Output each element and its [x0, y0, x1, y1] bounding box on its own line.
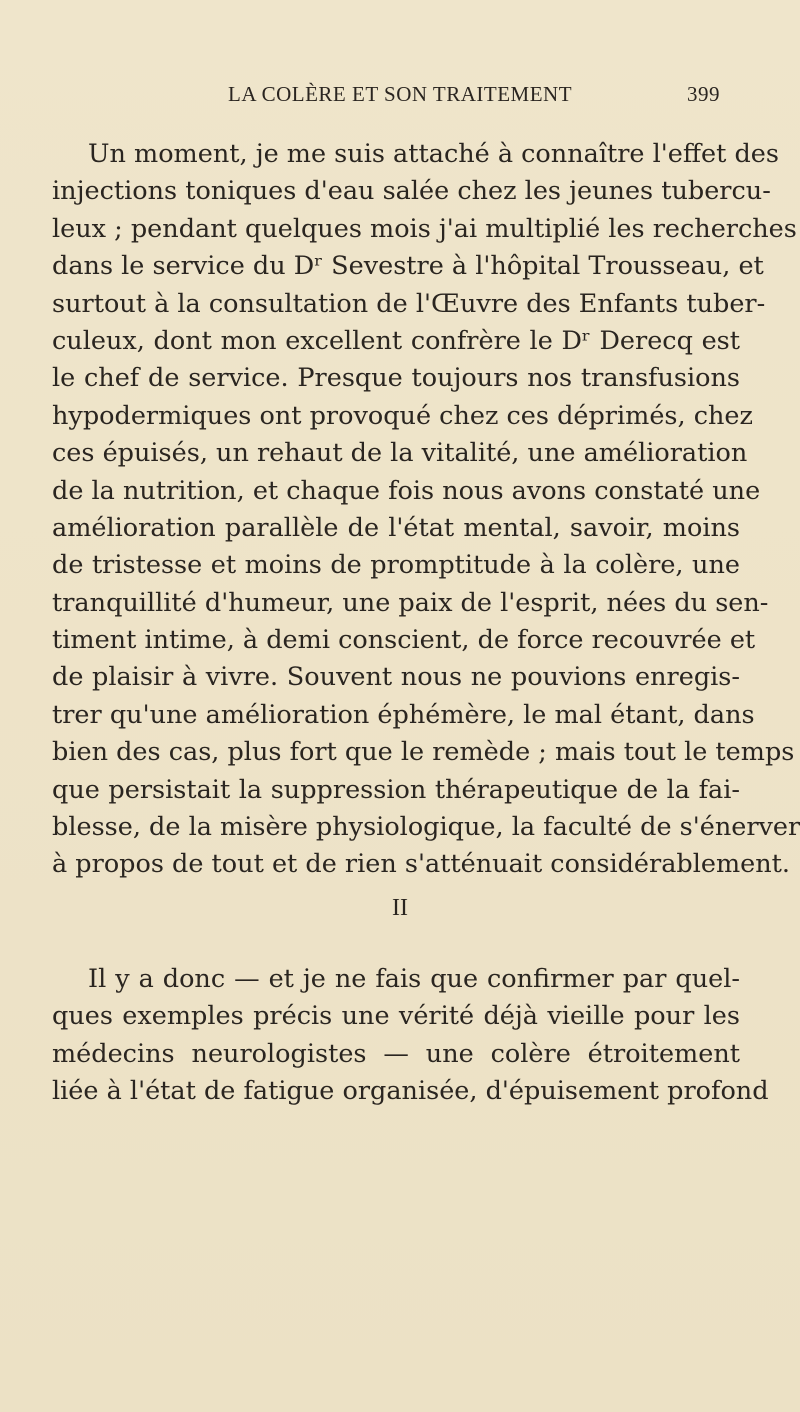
text-line: tranquillité d'humeur, une paix de l'esprit, nées du sen-: [52, 587, 769, 618]
text-line: à propos de tout et de rien s'atténuait considérablement.: [52, 849, 791, 880]
text-line: amélioration parallèle de l'état mental, savoir, moins: [52, 512, 740, 543]
text-line: de la nutrition, et chaque fois nous avons constaté une: [52, 475, 761, 506]
section-number: II: [392, 895, 408, 921]
text-line: ces épuisés, un rehaut de la vitalité, une amélioration: [52, 438, 748, 469]
running-head: [228, 82, 720, 112]
text-line: ques exemples précis une vérité déjà vieille pour les: [52, 1001, 740, 1032]
text-line: hypodermiques ont provoqué chez ces déprimés, chez: [52, 400, 753, 431]
text-line: blesse, de la misère physiologique, la faculté de s'énerver: [52, 812, 800, 843]
text-line: médecins neurologistes — une colère étroitement: [52, 1038, 740, 1069]
text-line: timent intime, à demi conscient, de force recouvrée et: [52, 625, 756, 656]
text-line: le chef de service. Presque toujours nos transfusions: [52, 363, 740, 394]
text-line: liée à l'état de fatigue organisée, d'épuisement profond: [52, 1076, 769, 1107]
paragraph-2: [52, 961, 769, 1111]
text-line: Il y a donc — et je ne fais que confirmer par quel-: [88, 964, 740, 994]
running-head-title: LA COLÈRE ET SON TRAITEMENT: [228, 82, 573, 106]
page-number: 399: [687, 82, 720, 106]
text-line: Un moment, je me suis attaché à connaître l'effet des: [88, 139, 779, 169]
text-line: surtout à la consultation de l'Œuvre des Enfants tuber-: [52, 288, 766, 319]
text-line: trer qu'une amélioration éphémère, le mal étant, dans: [52, 699, 755, 730]
text-line: bien des cas, plus fort que le remède ; mais tout le temps: [52, 737, 795, 768]
text-line: injections toniques d'eau salée chez les jeunes tubercu-: [52, 176, 771, 207]
text-line: que persistait la suppression thérapeutique de la fai-: [52, 774, 740, 805]
text-line: de tristesse et moins de promptitude à la colère, une: [52, 550, 740, 581]
text-line: culeux, dont mon excellent confrère le Dʳ Derecq est: [52, 325, 740, 356]
text-line: dans le service du Dʳ Sevestre à l'hôpital Trousseau, et: [52, 251, 764, 282]
text-line: leux ; pendant quelques mois j'ai multiplié les recherches: [52, 213, 797, 244]
text-line: de plaisir à vivre. Souvent nous ne pouvions enregis-: [52, 662, 740, 693]
paragraph-1: [52, 136, 800, 884]
